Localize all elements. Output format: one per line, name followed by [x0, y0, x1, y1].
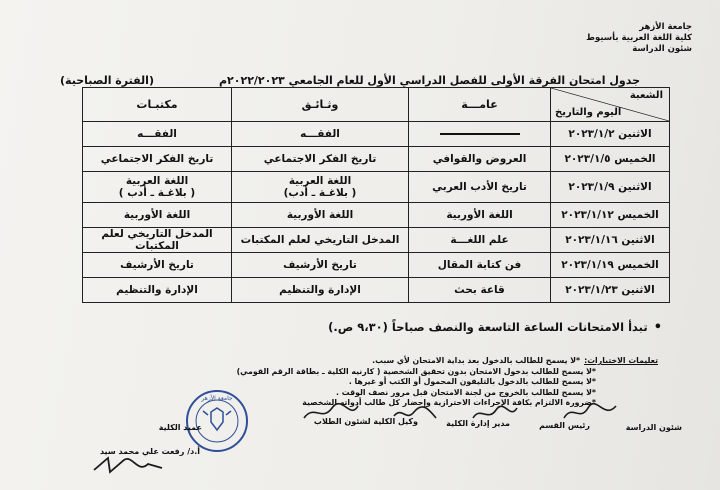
libraries-cell — [83, 122, 232, 147]
day-cell — [551, 278, 670, 303]
table-row — [83, 278, 670, 303]
general-cell-text: اللغة الأوربية — [446, 209, 513, 221]
libraries-cell — [83, 172, 232, 203]
faculty-name: كلية اللغة العربية بأسيوط — [586, 33, 692, 43]
exam-table — [82, 87, 670, 303]
schedule-title: جدول امتحان الفرقة الأولى للفصل الدراسي الأول للعام الجامعي ٢٠٢٢/٢٠٢٣م — [218, 74, 640, 87]
general-cell-text: علم اللغـــة — [450, 234, 509, 246]
corner-header — [551, 88, 670, 122]
documents-cell — [232, 203, 409, 228]
libraries-cell — [83, 203, 232, 228]
department-name: شئون الدراسة — [632, 44, 692, 54]
documents-cell-text: اللغة العربية ( بلاغـة ـ أدب) — [283, 175, 357, 199]
instructions-label: تعليمات الاختبارات: — [584, 356, 658, 365]
signature-dept-head: رئيس القسم — [539, 421, 590, 430]
title-row — [60, 74, 640, 87]
signature-dean-title: عميد الكلية — [158, 423, 202, 432]
column-header-documents: وثـائـق — [232, 88, 409, 122]
signature-block — [60, 417, 700, 477]
table-row — [83, 172, 670, 203]
libraries-cell — [83, 278, 232, 303]
day-cell — [551, 147, 670, 172]
instruction-item: *ضرورة الالتزام بكافة الإجراءات الاحترازية وإحضار كل طالب أدواته الشخصية — [302, 398, 596, 407]
empty-dash — [440, 133, 520, 135]
signature-study-affairs: شئون الدراسة — [625, 423, 682, 432]
start-time-note — [328, 320, 662, 335]
libraries-cell — [83, 228, 232, 253]
general-cell-text: تاريخ الأدب العربي — [432, 181, 527, 193]
signature-student-affairs-vice: وكيل الكلية لشئون الطلاب — [313, 417, 418, 426]
libraries-cell — [83, 253, 232, 278]
general-cell — [409, 228, 551, 253]
day-cell — [551, 253, 670, 278]
day-cell — [551, 228, 670, 253]
documents-cell-text: تاريخ الأرشيف — [283, 259, 357, 271]
documents-cell-text: تاريخ الفكر الاجتماعي — [263, 153, 377, 165]
start-time-text: تبدأ الامتحانات الساعة التاسعة والنصف صباحاً (٩،٣٠ ص.) — [328, 320, 648, 334]
libraries-cell — [83, 147, 232, 172]
day-cell — [551, 203, 670, 228]
instruction-item: *لا يسمح للطالب بالدخول بالتليفون المحمول أو الكتب أو غيرها . — [348, 377, 596, 386]
general-cell — [409, 122, 551, 147]
corner-top-label: الشعبة — [629, 90, 663, 101]
libraries-cell-text: الفقـــه — [137, 128, 177, 140]
signature-college-admin: مدير إدارة الكلية — [446, 419, 510, 428]
day-cell-text: الخميس ٢٠٢٣/١/١٩ — [561, 259, 659, 271]
documents-cell — [232, 122, 409, 147]
general-cell — [409, 253, 551, 278]
general-cell — [409, 278, 551, 303]
signature-dean-name: أ.د/ رفعت علي محمد سيد — [99, 447, 200, 456]
column-header-libraries: مكتبـات — [83, 88, 232, 122]
corner-bottom-label: اليوم والتاريخ — [555, 107, 622, 118]
table-row — [83, 122, 670, 147]
letterhead — [586, 22, 692, 55]
libraries-cell-text: تاريخ الفكر الاجتماعي — [100, 153, 214, 165]
table-row — [83, 147, 670, 172]
bullet-icon: • — [653, 320, 662, 335]
documents-cell — [232, 172, 409, 203]
table-row — [83, 228, 670, 253]
day-cell — [551, 122, 670, 147]
general-cell-text: قاعة بحث — [454, 284, 505, 296]
day-cell-text: الخميس ٢٠٢٣/١/٥ — [564, 153, 656, 165]
stamp-text: جامعة الأزهر — [201, 395, 233, 402]
documents-cell-text: اللغة الأوربية — [286, 209, 354, 221]
general-cell-text: فن كتابة المقال — [437, 259, 522, 271]
instruction-item: *لا يسمح للطالب بدخول الامتحان بدون تحقيق الشخصية ( كارنيه الكلية ـ بطاقة الرقم القومي) — [236, 366, 596, 376]
day-cell-text: الخميس ٢٠٢٣/١/١٢ — [561, 209, 659, 221]
general-cell — [409, 172, 551, 203]
day-cell-text: الاثنين ٢٠٢٣/١/٢٣ — [565, 284, 655, 296]
university-name: جامعة الأزهر — [639, 22, 692, 32]
documents-cell-text: الإدارة والتنظيم — [279, 284, 361, 296]
instruction-item: *لا يسمح للطالب بالخروج من لجنة الامتحان قبل مرور نصف الوقت . — [336, 387, 596, 397]
documents-cell — [232, 278, 409, 303]
documents-cell — [232, 228, 409, 253]
period-label: (الفترة الصباحية) — [60, 74, 154, 87]
libraries-cell-text: تاريخ الأرشيف — [120, 259, 194, 271]
table-body — [83, 122, 670, 303]
libraries-cell-text: اللغة الأوربية — [123, 209, 191, 221]
table-header-row — [83, 88, 670, 122]
table-row — [83, 203, 670, 228]
day-cell-text: الاثنين ٢٠٢٣/١/٩ — [568, 181, 652, 193]
day-cell — [551, 172, 670, 203]
table-row — [83, 253, 670, 278]
documents-cell-text: الفقـــه — [300, 128, 340, 140]
general-cell-text: العروض والقوافي — [432, 153, 527, 165]
general-cell — [409, 203, 551, 228]
documents-cell-text: المدخل التاريخي لعلم المكتبات — [240, 234, 400, 246]
general-cell — [409, 147, 551, 172]
instruction-item: *لا يسمح للطالب بالدخول بعد بداية الامتحان لأي سبب. — [372, 356, 581, 365]
documents-cell — [232, 147, 409, 172]
libraries-cell-text: الإدارة والتنظيم — [116, 284, 198, 296]
documents-cell — [232, 253, 409, 278]
libraries-cell-text: اللغة العربية ( بلاغـة ـ أدب ) — [118, 175, 196, 199]
libraries-cell-text: المدخل التاريخي لعلم المكتبات — [101, 228, 213, 252]
day-cell-text: الاثنين ٢٠٢٣/١/١٦ — [565, 234, 655, 246]
day-cell-text: الاثنين ٢٠٢٣/١/٢ — [568, 128, 652, 140]
column-header-general: عامـــة — [409, 88, 551, 122]
